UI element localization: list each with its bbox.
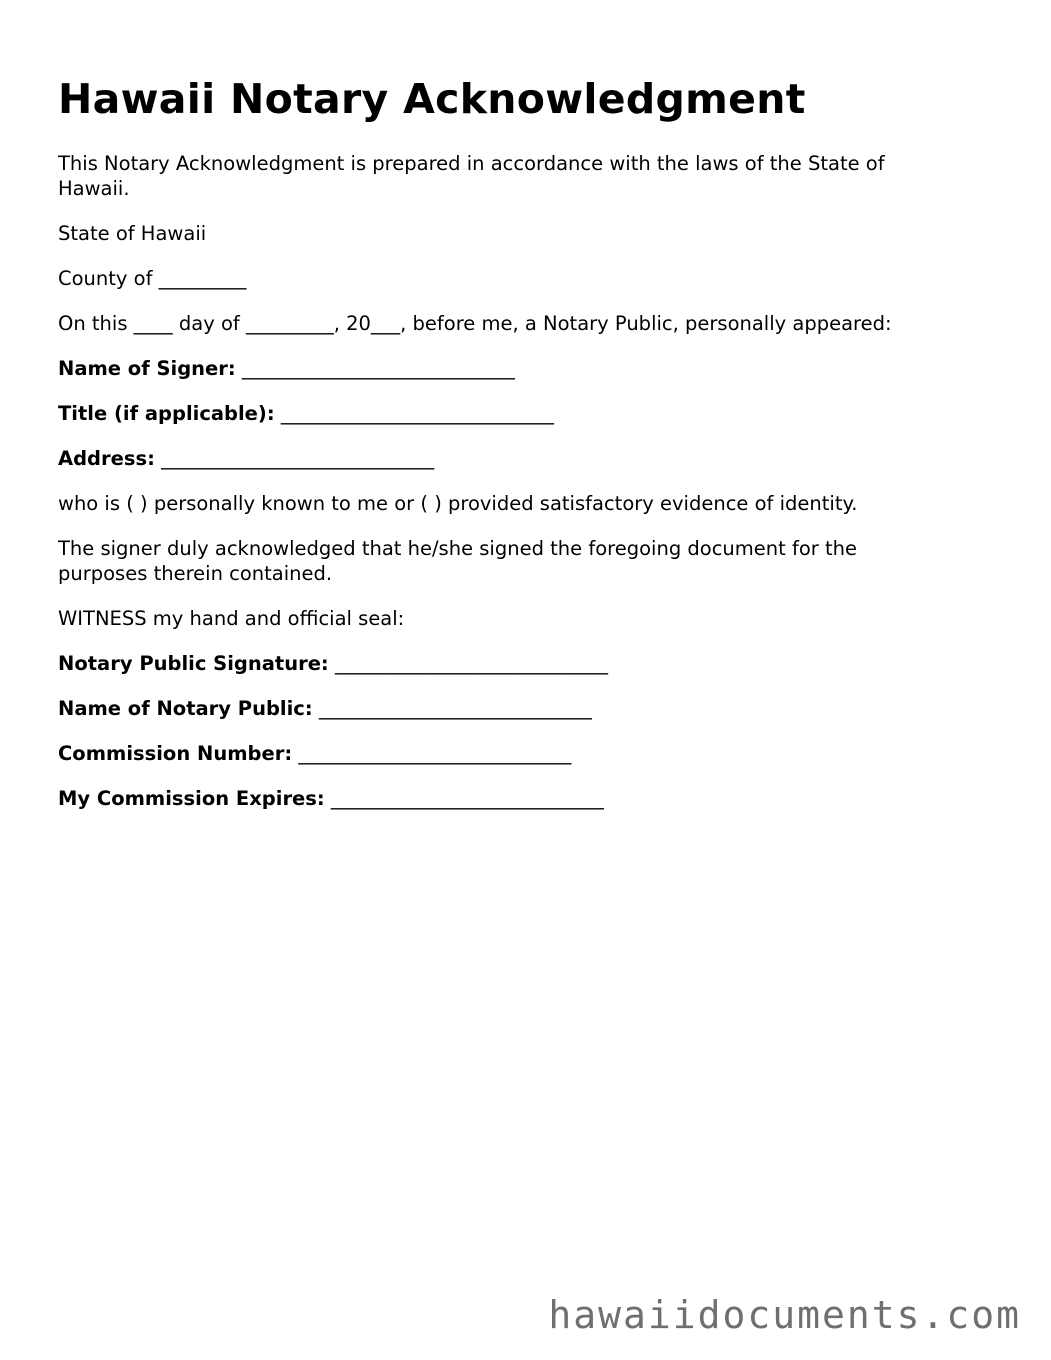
signer-address-field <box>58 446 434 471</box>
county-line: County of _________ <box>58 267 247 290</box>
signer-address-blank[interactable]: ____________________________ <box>161 447 435 470</box>
commission-number-blank[interactable]: ____________________________ <box>298 742 572 765</box>
state-line: State of Hawaii <box>58 222 207 245</box>
signer-name-blank[interactable]: ____________________________ <box>241 357 515 380</box>
signer-name-label: Name of Signer: <box>58 357 236 380</box>
signer-title-label: Title (if applicable): <box>58 402 275 425</box>
signer-title-blank[interactable]: ____________________________ <box>280 402 554 425</box>
commission-expires-label: My Commission Expires: <box>58 787 325 810</box>
site-watermark: hawaiidocuments.com <box>548 1293 1021 1337</box>
witness-line: WITNESS my hand and official seal: <box>58 607 405 630</box>
signer-title-field <box>58 401 554 426</box>
identity-line: who is ( ) personally known to me or ( ) provided satisfactory evidence of identity. <box>58 492 858 515</box>
notary-signature-label: Notary Public Signature: <box>58 652 329 675</box>
document-title: Hawaii Notary Acknowledgment <box>58 75 806 123</box>
commission-expires-blank[interactable]: ____________________________ <box>330 787 604 810</box>
signer-name-field <box>58 356 515 381</box>
notary-name-blank[interactable]: ____________________________ <box>318 697 592 720</box>
notary-signature-blank[interactable]: ____________________________ <box>334 652 608 675</box>
commission-number-field <box>58 741 571 766</box>
commission-expires-field <box>58 786 604 811</box>
notary-name-field <box>58 696 592 721</box>
commission-number-label: Commission Number: <box>58 742 293 765</box>
signer-address-label: Address: <box>58 447 155 470</box>
notary-signature-field <box>58 651 608 676</box>
acknowledgment-paragraph: The signer duly acknowledged that he/she signed the foregoing document for the purposes therein contained. <box>58 537 857 585</box>
appearance-line: On this ____ day of _________, 20___, before me, a Notary Public, personally appeared: <box>58 312 892 335</box>
intro-paragraph: This Notary Acknowledgment is prepared in accordance with the laws of the State of Hawaii. <box>58 152 885 200</box>
notary-name-label: Name of Notary Public: <box>58 697 313 720</box>
